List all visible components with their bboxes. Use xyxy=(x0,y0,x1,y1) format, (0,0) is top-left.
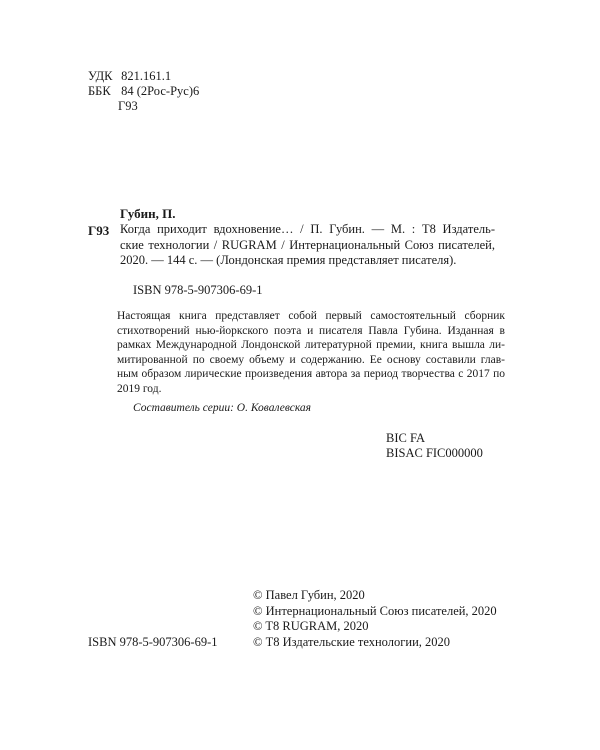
udk-label: УДК xyxy=(88,69,113,83)
annotation xyxy=(117,309,505,396)
footer-isbn: ISBN 978-5-907306-69-1 xyxy=(88,635,218,649)
bbk-line xyxy=(88,84,199,99)
bbk-label: ББК xyxy=(88,84,111,98)
annotation-line: Настоящая книга представляет собой первый самостоятельный сборник xyxy=(117,310,505,322)
author-code: Г93 xyxy=(88,223,110,238)
entry-isbn: ISBN 978-5-907306-69-1 xyxy=(133,283,263,297)
annotation-line: стихотворений нью-йоркского поэта и писателя Павла Губина. Изданная в xyxy=(117,324,505,337)
author-sign: Г93 xyxy=(118,99,138,113)
description-line: ские технологии / RUGRAM / Интернациональный Союз писателей, xyxy=(120,237,495,252)
author-heading: Губин, П. xyxy=(120,206,176,221)
classification-block xyxy=(88,69,199,114)
annotation-line: 2019 год. xyxy=(117,382,162,395)
copyright-line: © Т8 Издательские технологии, 2020 xyxy=(253,634,451,649)
bibliographic-description xyxy=(120,222,495,269)
udk-value: 821.161.1 xyxy=(121,69,172,83)
annotation-line: ным образом лирические произведения автора за период творчества с 2017 по xyxy=(117,368,505,380)
annotation-line: рамках Международной Лондонской литературной премии, книга вышла ли- xyxy=(117,339,505,351)
series-compiler: Составитель серии: О. Ковалевская xyxy=(133,402,312,414)
bic-code: BIC FA xyxy=(386,431,426,445)
copyright-line: © Павел Губин, 2020 xyxy=(253,588,365,602)
subject-codes xyxy=(386,431,483,461)
copyright-line: © Интернациональный Союз писателей, 2020 xyxy=(253,603,497,618)
copyright-line: © T8 RUGRAM, 2020 xyxy=(253,619,369,633)
copyright-block xyxy=(253,588,497,650)
udk-line xyxy=(88,69,199,84)
description-line: 2020. — 144 с. — (Лондонская премия представляет писателя). xyxy=(120,253,457,267)
description-line: Когда приходит вдохновение… / П. Губин. — М. : Т8 Издатель- xyxy=(120,222,495,236)
bisac-code: BISAC FIC000000 xyxy=(386,446,483,460)
bbk-value: 84 (2Рос-Рус)6 xyxy=(121,84,200,98)
annotation-line: митированной по своему объему и содержанию. Ее основу составили глав- xyxy=(117,353,505,366)
